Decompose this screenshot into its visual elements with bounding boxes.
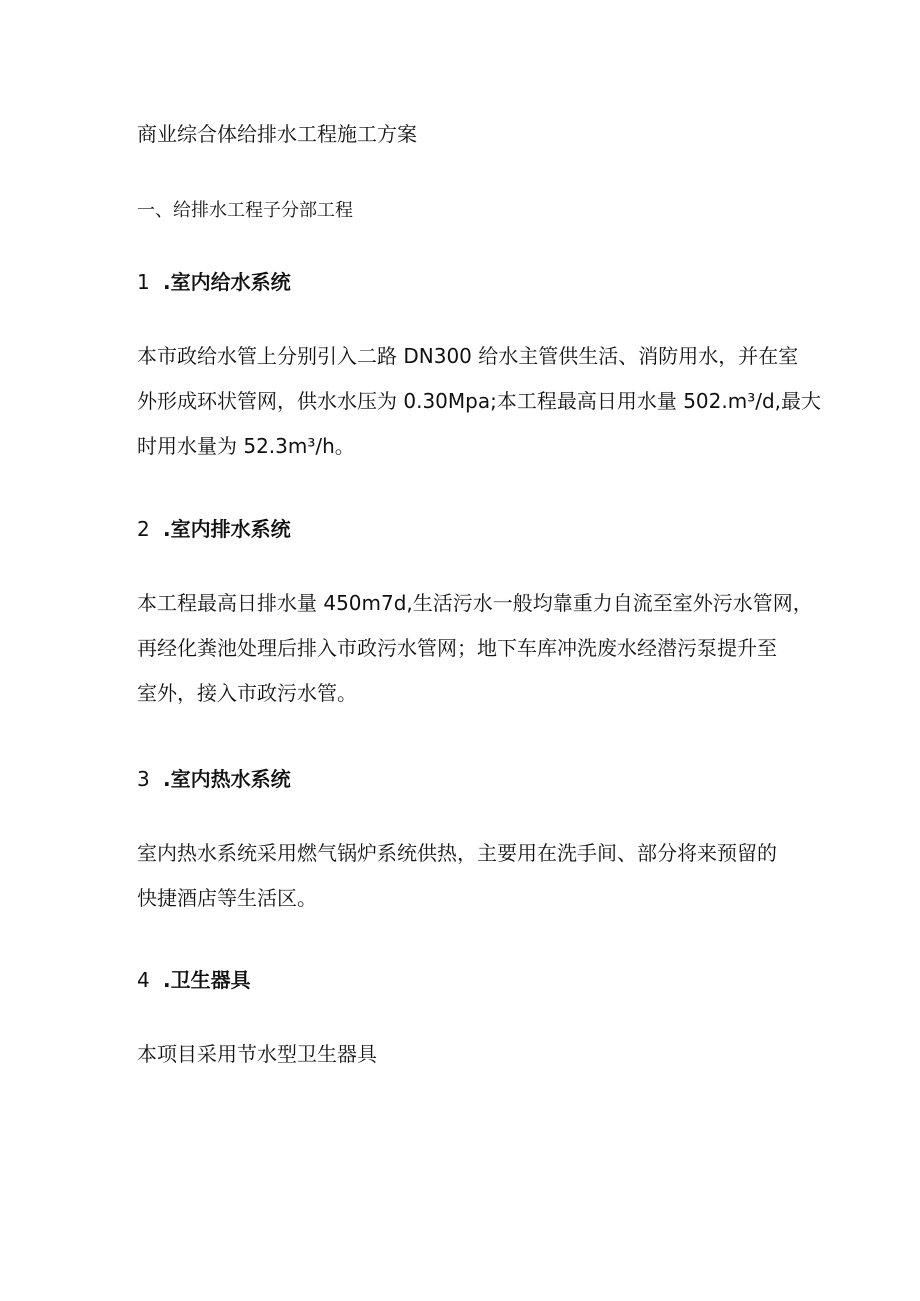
paragraph-line: 再经化粪池处理后排入市政污水管网；地下车库冲洗废水经潜污泵提升至 xyxy=(137,636,777,660)
paragraph-line: 本项目采用节水型卫生器具 xyxy=(137,1042,377,1066)
subsection-4-paragraph xyxy=(137,1032,809,1077)
subsection-4-heading xyxy=(137,966,251,994)
paragraph-line: 本市政给水管上分别引入二路 DN300 给水主管供生活、消防用水，并在室 xyxy=(137,344,799,368)
subsection-1-paragraph xyxy=(137,334,822,469)
subsection-2-title: .室内排水系统 xyxy=(163,517,291,541)
subsection-3-heading xyxy=(137,765,291,793)
document-title: 商业综合体给排水工程施工方案 xyxy=(137,122,417,146)
subsection-1-title: .室内给水系统 xyxy=(163,270,291,294)
subsection-2-paragraph xyxy=(137,581,813,716)
subsection-2-heading xyxy=(137,515,291,543)
paragraph-line: 室外，接入市政污水管。 xyxy=(137,681,357,705)
paragraph-line: 外形成环状管网，供水水压为 0.30Mpa;本工程最高日用水量 502.m³/d,最大 xyxy=(137,389,822,413)
subsection-4-title: .卫生器具 xyxy=(163,968,251,992)
subsection-4-number: 4 xyxy=(137,968,150,992)
subsection-1-heading xyxy=(137,268,291,296)
subsection-3-number: 3 xyxy=(137,767,150,791)
subsection-1-number: 1 xyxy=(137,270,150,294)
paragraph-line: 本工程最高日排水量 450m7d,生活污水一般均靠重力自流至室外污水管网， xyxy=(137,591,813,615)
subsection-3-title: .室内热水系统 xyxy=(163,767,291,791)
section-heading: 一、给排水工程子分部工程 xyxy=(137,200,353,221)
paragraph-line: 时用水量为 52.3m³/h。 xyxy=(137,434,355,458)
subsection-3-paragraph xyxy=(137,831,809,921)
paragraph-line: 快捷酒店等生活区。 xyxy=(137,886,317,910)
paragraph-line: 室内热水系统采用燃气锅炉系统供热，主要用在洗手间、部分将来预留的 xyxy=(137,841,777,865)
subsection-2-number: 2 xyxy=(137,517,150,541)
